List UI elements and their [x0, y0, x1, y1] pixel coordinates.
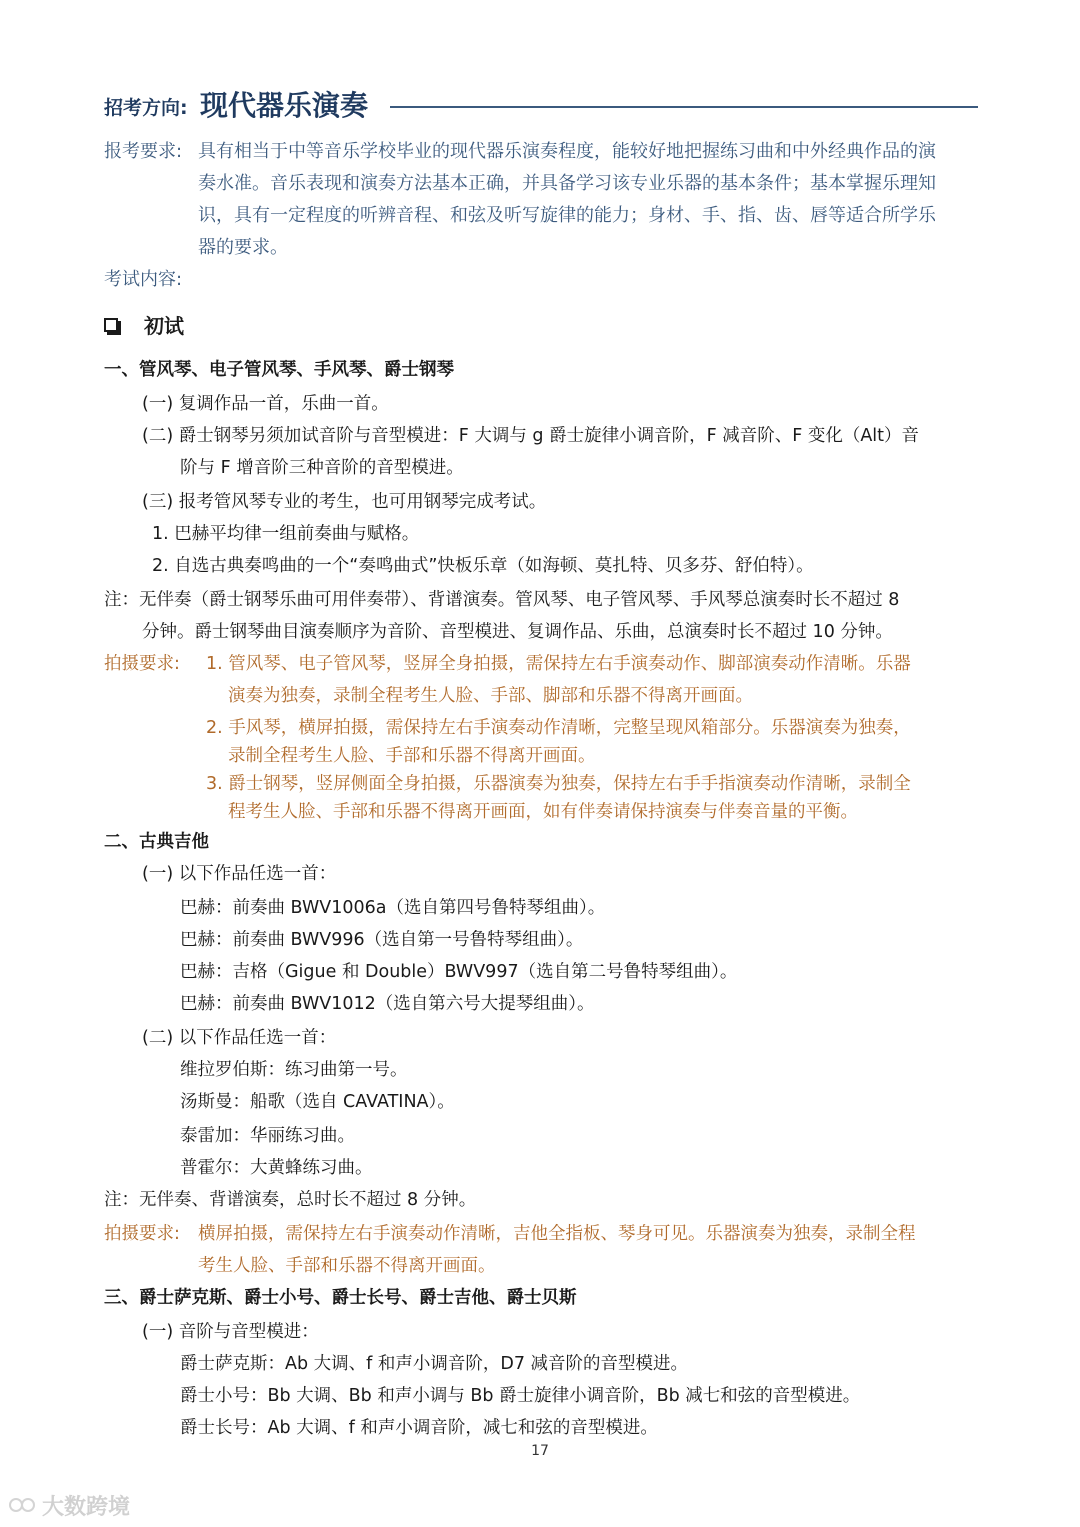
filming-text: 演奏为独奏，录制全程考生人脸、手部、脚部和乐器不得离开画面。: [228, 686, 753, 706]
filming-label: 拍摄要求:: [104, 1224, 180, 1244]
direction-title: 现代器乐演奏: [200, 89, 369, 122]
work-item: 巴赫：前奏曲 BWV996（选自第一号鲁特琴组曲）。: [180, 930, 584, 950]
work-item: 普霍尔：大黄蜂练习曲。: [180, 1158, 373, 1178]
filming-text: 程考生人脸、手部和乐器不得离开画面，如有伴奏请保持演奏与伴奏音量的平衡。: [228, 802, 858, 822]
requirements-line: 具有相当于中等音乐学校毕业的现代器乐演奏程度，能较好地把握练习曲和中外经典作品的演: [198, 141, 936, 162]
work-item: 泰雷加：华丽练习曲。: [180, 1126, 355, 1146]
filming-text: 录制全程考生人脸、手部和乐器不得离开画面。: [228, 746, 596, 766]
requirements-label: 报考要求:: [104, 141, 183, 162]
requirements-text: [198, 136, 936, 264]
direction-label: 招考方向:: [104, 97, 188, 119]
work-item: 巴赫：前奏曲 BWV1012（选自第六号大提琴组曲）。: [180, 994, 595, 1014]
work-item: 汤斯曼：船歌（选自 CAVATINA）。: [180, 1092, 455, 1112]
item-text: (一) 音阶与音型模进：: [142, 1322, 319, 1342]
item-text: 阶与 F 增音阶三种音阶的音型模进。: [180, 458, 464, 478]
filming-text: 3. 爵士钢琴，竖屏侧面全身拍摄，乐器演奏为独奏，保持左右手手指演奏动作清晰，录制全: [206, 774, 911, 794]
note-text: 注：无伴奏（爵士钢琴乐曲可用伴奏带）、背谱演奏。管风琴、电子管风琴、手风琴总演奏时长不超过 8: [104, 590, 900, 610]
work-item: 维拉罗伯斯：练习曲第一号。: [180, 1060, 408, 1080]
work-item: 爵士萨克斯：Ab 大调、f 和声小调音阶，D7 减音阶的音型模进。: [180, 1354, 689, 1374]
work-item: 巴赫：吉格（Gigue 和 Double）BWV997（选自第二号鲁特琴组曲）。: [180, 962, 738, 982]
checkbox-square-icon: [104, 318, 118, 332]
requirements-line: 器的要求。: [198, 237, 288, 258]
note-text: 注：无伴奏、背谱演奏，总时长不超过 8 分钟。: [104, 1190, 477, 1210]
work-item: 爵士长号：Ab 大调、f 和声小调音阶，减七和弦的音型模进。: [180, 1418, 658, 1438]
item-text: 2. 自选古典奏鸣曲的一个“奏鸣曲式”快板乐章（如海顿、莫扎特、贝多芬、舒伯特）。: [152, 556, 814, 576]
exam-content-label: 考试内容:: [104, 269, 183, 290]
requirements-line: 奏水准。音乐表现和演奏方法基本正确，并具备学习该专业乐器的基本条件；基本掌握乐理知: [198, 173, 936, 194]
item-text: (一) 复调作品一首，乐曲一首。: [142, 394, 389, 414]
title-rule: [390, 106, 978, 108]
filming-text: 横屏拍摄，需保持左右手演奏动作清晰，吉他全指板、琴身可见。乐器演奏为独奏，录制全程: [198, 1224, 916, 1244]
filming-text: 考生人脸、手部和乐器不得离开画面。: [198, 1256, 496, 1276]
page-number: 17: [531, 1443, 549, 1459]
filming-text: 2. 手风琴，横屏拍摄，需保持左右手演奏动作清晰，完整呈现风箱部分。乐器演奏为独奏，: [206, 718, 911, 738]
filming-text: 1. 管风琴、电子管风琴，竖屏全身拍摄，需保持左右手演奏动作、脚部演奏动作清晰。乐器: [206, 654, 911, 674]
work-item: 爵士小号：Bb 大调、Bb 和声小调与 Bb 爵士旋律小调音阶，Bb 减七和弦的音型模进。: [180, 1386, 861, 1406]
item-text: (二) 以下作品任选一首：: [142, 1028, 337, 1048]
watermark-text: 大数跨境: [42, 1495, 131, 1520]
item-text: (三) 报考管风琴专业的考生，也可用钢琴完成考试。: [142, 492, 547, 512]
work-item: 巴赫：前奏曲 BWV1006a（选自第四号鲁特琴组曲）。: [180, 898, 606, 918]
requirements-line: 识，具有一定程度的听辨音程、和弦及听写旋律的能力；身材、手、指、齿、唇等适合所学乐: [198, 205, 936, 226]
note-text: 分钟。爵士钢琴曲目演奏顺序为音阶、音型模进、复调作品、乐曲，总演奏时长不超过 10 分钟。: [142, 622, 893, 642]
section-title: 二、古典吉他: [104, 832, 209, 852]
section-title: 一、管风琴、电子管风琴、手风琴、爵士钢琴: [104, 360, 454, 380]
filming-label: 拍摄要求:: [104, 654, 180, 674]
item-text: 1. 巴赫平均律一组前奏曲与赋格。: [152, 524, 420, 544]
item-text: (二) 爵士钢琴另须加试音阶与音型模进：F 大调与 g 爵士旋律小调音阶，F 减音阶、F 变化（Alt）音: [142, 426, 920, 446]
section-title: 三、爵士萨克斯、爵士小号、爵士长号、爵士吉他、爵士贝斯: [104, 1288, 577, 1308]
watermark-logo-icon: [8, 1494, 38, 1516]
round-label: 初试: [144, 314, 184, 338]
item-text: (一) 以下作品任选一首：: [142, 864, 337, 884]
